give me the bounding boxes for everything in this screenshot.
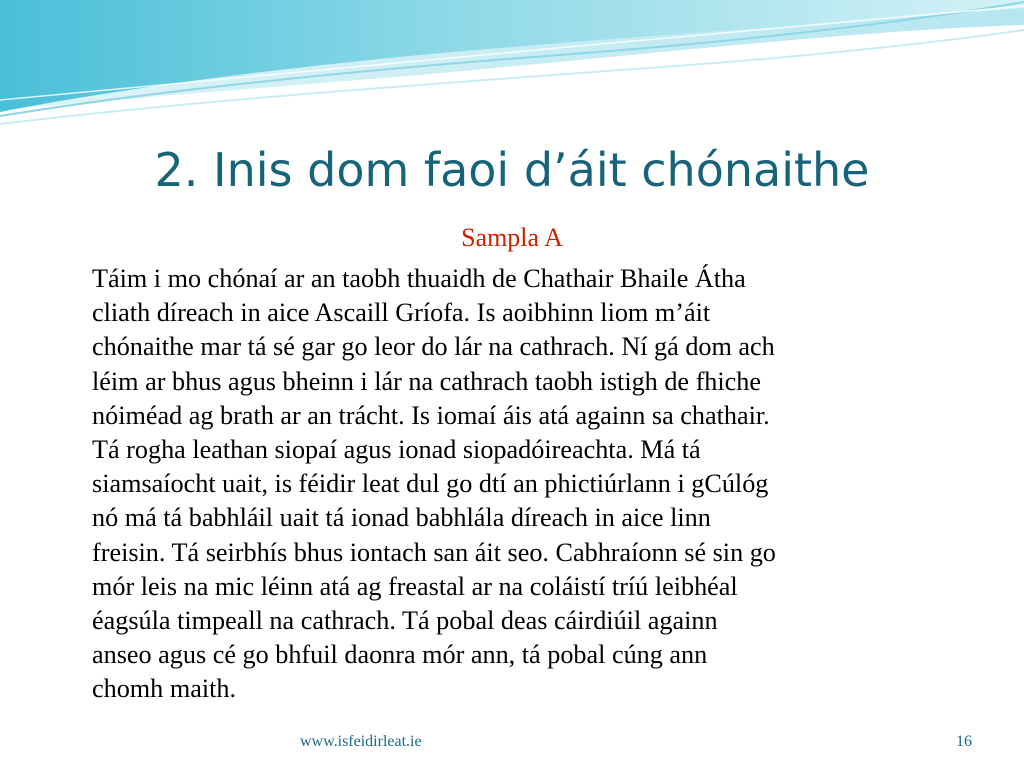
body-line: siamsaíocht uait, is féidir leat dul go dtí an phictiúrlann i gCúlóg (92, 469, 769, 499)
page-number: 16 (956, 733, 972, 750)
sample-label: Sampla A (461, 223, 563, 252)
body-line: freisin. Tá seirbhís bhus iontach san áit seo. Cabhraíonn sé sin go (92, 537, 776, 567)
body-line: chomh maith. (92, 674, 237, 704)
body-line: nóiméad ag brath ar an trácht. Is iomaí áis atá againn sa chathair. (92, 400, 770, 430)
body-line: léim ar bhus agus bheinn i lár na cathrach taobh istigh de fhiche (92, 366, 762, 396)
body-line: Tá rogha leathan siopaí agus ionad siopadóireachta. Má tá (92, 435, 701, 465)
slide-title: 2. Inis dom faoi d’áit chónaithe (154, 143, 870, 197)
body-line: nó má tá babhláil uait tá ionad babhlála díreach in aice linn (92, 503, 711, 533)
body-line: cliath díreach in aice Ascaill Gríofa. Is aoibhinn liom m’áit (92, 298, 711, 328)
body-line: Táim i mo chónaí ar an taobh thuaidh de Chathair Bhaile Átha (92, 264, 746, 293)
header-wave-decoration (0, 0, 1024, 130)
body-line: anseo agus cé go bhfuil daonra mór ann, tá pobal cúng ann (92, 640, 708, 670)
body-line: chónaithe mar tá sé gar go leor do lár na cathrach. Ní gá dom ach (92, 332, 775, 362)
footer-website-link[interactable]: www.isfeidirleat.ie (300, 733, 422, 750)
body-paragraph (92, 262, 972, 707)
body-line: éagsúla timpeall na cathrach. Tá pobal deas cáirdiúil againn (92, 606, 718, 636)
body-line: mór leis na mic léinn atá ag freastal ar na coláistí tríú leibhéal (92, 571, 738, 601)
